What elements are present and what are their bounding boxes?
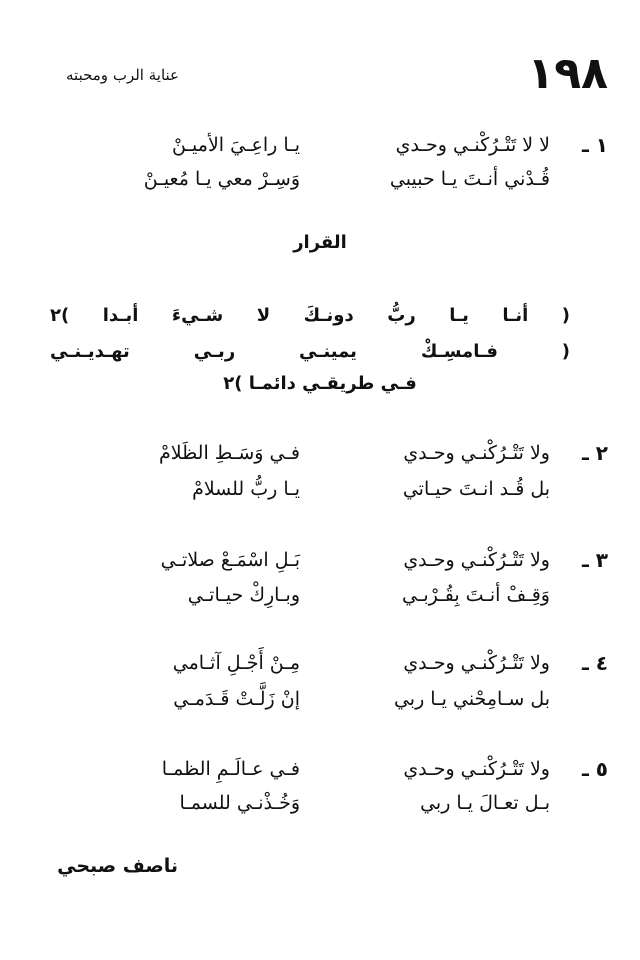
verse-5-line-2-first-half: بـل تعـالَ يـا ربي: [420, 792, 550, 814]
chorus-line-2: ( فـامسِـكْ يمينـي ربـي تهـديـنـي: [50, 341, 570, 362]
verse-1-line-2-second-half: وَسِـرْ معي يـا مُعيـنْ: [143, 168, 300, 190]
verse-5-line-1-second-half: فـي عـالَـمِ الظمـا: [161, 758, 300, 780]
verse-1-line-1-second-half: يـا راعِـيَ الأميـنْ: [172, 134, 300, 156]
verse-5-line-1-first-half: ولا تَتْـرُكْنـي وحـدي: [403, 758, 550, 780]
verse-4-line-1-first-half: ولا تَتْـرُكْنـي وحـدي: [403, 652, 550, 674]
hymn-number: ١٩٨: [527, 48, 608, 99]
verse-3-line-2-second-half: وبـارِكْ حيـاتـي: [187, 584, 300, 606]
verse-4-line-2-first-half: بل سـامِحْني يـا ربي: [393, 688, 550, 710]
verse-2-line-1-first-half: ولا تَتْـرُكْنـي وحـدي: [403, 442, 550, 464]
verse-2-line-2-second-half: يـا ربُّ للسلامْ: [192, 478, 300, 500]
verse-3-line-1: [0, 543, 640, 577]
verse-4-line-1-second-half: مِـنْ أَجْـلِ آثـامي: [172, 652, 300, 674]
author-name: ناصف صبحي: [57, 855, 178, 877]
verse-3-line-2-first-half: وَقِـفْ أنـتَ بِقُـرْبـي: [401, 584, 550, 606]
verse-1-line-1: [0, 128, 640, 162]
verse-3-line-1-first-half: ولا تَتْـرُكْنـي وحـدي: [403, 549, 550, 571]
verse-5-line-2: [0, 786, 640, 820]
verse-4-line-2: [0, 682, 640, 716]
running-title: عناية الرب ومحبته: [66, 66, 179, 84]
verse-4-line-1: [0, 646, 640, 680]
verse-2-line-2-first-half: بل قُـد انـتَ حيـاتي: [402, 478, 550, 500]
verse-2-line-1-second-half: فـي وَسَـطِ الظَلامْ: [158, 442, 300, 464]
verse-5-line-2-second-half: وَخُـذْنـي للسمـا: [179, 792, 300, 814]
verse-1-line-2: [0, 162, 640, 196]
verse-3-line-2: [0, 578, 640, 612]
verse-5-number: ٥ ـ: [581, 757, 608, 781]
verse-5-line-1: [0, 752, 640, 786]
verse-2-line-1: [0, 436, 640, 470]
verse-1-line-2-first-half: قُـدْني أنـتَ يـا حبيبي: [389, 168, 550, 190]
verse-2-line-2: [0, 472, 640, 506]
chorus-line-3: فـي طريقـي دائمـا )٢: [223, 373, 417, 394]
verse-3-number: ٣ ـ: [581, 548, 608, 572]
verse-1-line-1-first-half: لا لا تَتْـرُكْنـي وحـدي: [395, 134, 550, 156]
verse-4-number: ٤ ـ: [581, 651, 608, 675]
chorus-line-1: ( أنـا يـا ربُّ دونـكَ لا شـيءَ أبـدا )٢: [50, 305, 570, 326]
verse-4-line-2-second-half: إنْ زَلَّـتْ قَـدَمـي: [173, 688, 300, 710]
verse-1-number: ١ ـ: [581, 133, 608, 157]
verse-3-line-1-second-half: بَـلِ اسْمَـعْ صلاتـي: [160, 549, 300, 571]
verse-2-number: ٢ ـ: [581, 441, 608, 465]
chorus-title: القرار: [293, 232, 347, 253]
